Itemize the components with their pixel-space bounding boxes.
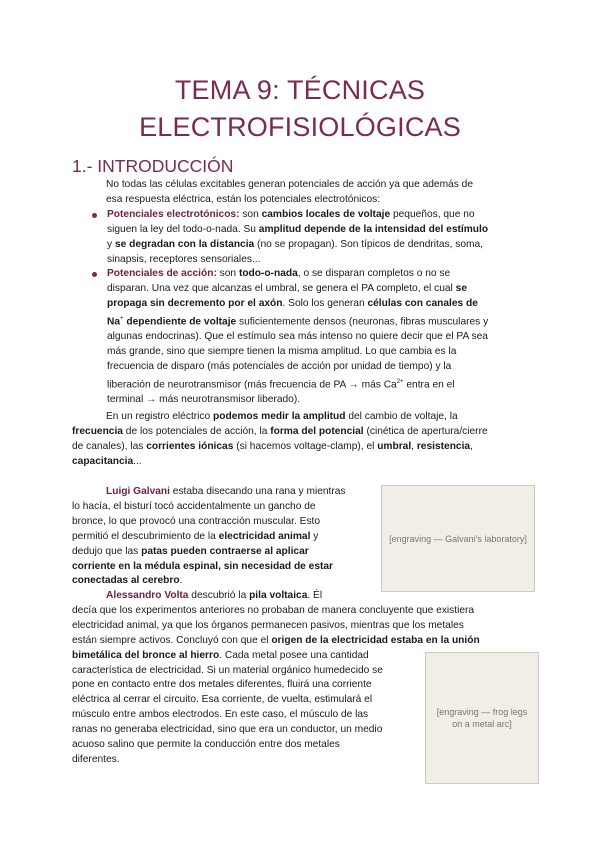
bullet-dot — [92, 272, 97, 277]
galvani-paragraph: Luigi Galvani estaba disecando una rana y mientras lo hacía, el bisturí tocó accidentalmente un gancho de bronce, lo que provocó una contracción muscular. Esto permitió el descubrimiento de la electricidad animal y dedujo que las patas pueden contraerse al aplicar corriente en la médula espinal, sin necesidad de estar conectadas al cerebro. — [72, 486, 346, 587]
frog-legs-engraving: [engraving — frog legs on a metal arc] — [425, 652, 539, 784]
title-line-2: ELECTROFISIOLÓGICAS — [139, 112, 461, 142]
intro-paragraph: No todas las células excitables generan potenciales de acción ya que además de esa respuesta eléctrica, están los potenciales electrotónicos: — [106, 179, 473, 205]
bullet-potenciales-electrotonicos: Potenciales electrotónicos: son cambios locales de voltaje pequeños, que no siguen la ley del todo-o-nada. Su amplitud depende de la intensidad del estímulo y se degradan con la distancia (no se propagan). Son típicos de dendritas, soma, sinapsis, receptores sensoriales... — [107, 208, 547, 268]
volta-paragraph-bottom: característica de electricidad. Si un material orgánico humedecido se pone en contacto entre dos metales diferentes, fluirá una corriente eléctrica al cerrar el circuito. Esa corriente, de vuelta, estimulará el músculo entre ambos electrodos. En este caso, el músculo de las ranas no generaba electricidad, sino que era un conductor, un medio acuoso salino que permite la conducción entre dos metales diferentes. — [72, 664, 383, 765]
section-heading-introduccion: 1.- INTRODUCCIÓN — [72, 156, 234, 176]
bullet-dot — [92, 213, 97, 218]
page-title — [0, 72, 600, 146]
volta-paragraph-top: Alessandro Volta descubrió la pila voltaica. Él decía que los experimentos anteriores no probaban de manera concluyente que existiera electricidad animal, ya que los órganos permanecen pasivos, mientras que los metales están siempre activos. Concluyó con que el origen de la electricidad estaba en la unión bimetálica del bronce al hierro. Cada metal posee una cantidad — [72, 590, 480, 661]
galvani-name: Luigi Galvani — [106, 486, 170, 497]
bullet-potenciales-de-accion: Potenciales de acción: son todo-o-nada, o se disparan completos o no se disparan. Una vez que alcanzas el umbral, se genera el PA completo, el cual se propaga sin decremento por el axón. Solo los generan células con canales de Na+ dependiente de voltaje suficientemente densos (neuronas, fibras musculares y algunas endocrinas). Que el estímulo sea más intenso no quiere decir que el PA sea más grande, sino que siempre tienen la misma amplitud. Lo que cambia es la frecuencia de disparo (más potenciales de acción por unidad de tiempo) y la liberación de neurotransmisor (más frecuencia de PA → más $Ca^{2+}$ entra en el terminal → más neurotransmisor liberado). — [107, 267, 547, 408]
title-line-1: TEMA 9: TÉCNICAS — [174, 75, 426, 105]
galvani-laboratory-engraving: [engraving — Galvani's laboratory] — [381, 485, 535, 592]
volta-name: Alessandro Volta — [106, 590, 189, 601]
registro-paragraph: En un registro eléctrico podemos medir la amplitud del cambio de voltaje, la frecuencia de los potenciales de acción, la forma del potencial (cinética de apertura/cierre de canales), las corrientes iónicas (si hacemos voltage-clamp), el umbral, resistencia, capacitancia... — [72, 411, 488, 467]
